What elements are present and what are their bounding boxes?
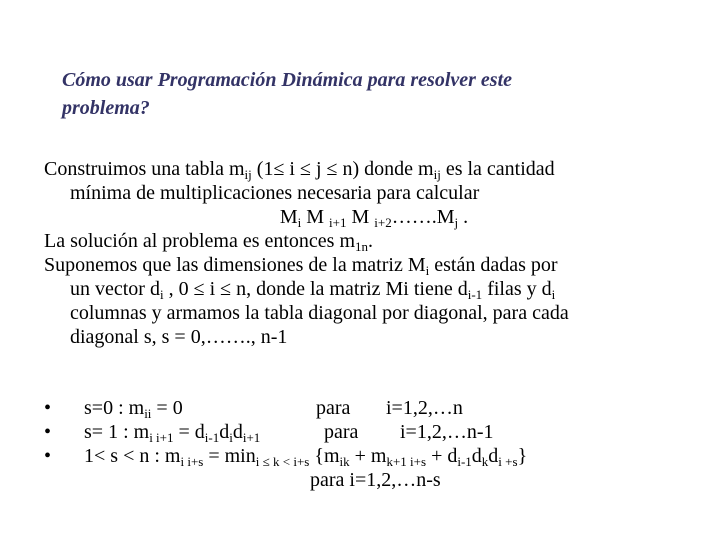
text: están dadas por [429, 254, 558, 276]
text: } [517, 445, 528, 467]
text: d [232, 421, 243, 443]
text: (1≤ i ≤ j ≤ n) donde m [251, 158, 434, 180]
subscript: i+1 [329, 215, 347, 230]
text: es la cantidad [440, 158, 555, 180]
case-range: i=1,2,…n [386, 397, 463, 419]
matrix-product-formula [44, 205, 704, 229]
subscript: i+2 [374, 215, 392, 230]
paragraph-line: mínima de multiplicaciones necesaria para calcular [70, 182, 480, 204]
text: La solución al problema es entonces m [44, 230, 356, 252]
list-item [44, 420, 704, 444]
subscript: k [481, 454, 489, 469]
text: {m [309, 445, 340, 467]
list-item [44, 396, 704, 420]
text: = d [173, 421, 205, 443]
bullet-icon: • [44, 397, 52, 419]
subscript: ij [433, 167, 441, 182]
slide-title [62, 66, 682, 122]
subscript: i-1 [457, 454, 472, 469]
case-para-label: para [316, 397, 351, 419]
paragraph-line [44, 157, 704, 181]
case-range: i=1,2,…n-1 [400, 421, 494, 443]
text: = min [203, 445, 256, 467]
slide-title-line-1: Cómo usar Programación Dinámica para resolver este [62, 69, 513, 91]
text: …….M [391, 206, 455, 228]
slide-body [44, 157, 704, 349]
paragraph-line: columnas y armamos la tabla diagonal por diagonal, para cada [70, 302, 569, 324]
list-item-continuation [44, 468, 704, 492]
paragraph-dimensions [44, 253, 704, 349]
subscript: i [159, 287, 164, 302]
subscript: i ≤ k < i+s [255, 454, 310, 469]
subscript: i [229, 430, 233, 445]
subscript: i-1 [204, 430, 220, 445]
text: d [488, 445, 499, 467]
text: . [368, 230, 374, 252]
case-formula [84, 396, 183, 420]
list-item [44, 444, 704, 468]
text: + d [426, 445, 458, 467]
subscript: i +s [498, 454, 518, 469]
subscript: i-1 [467, 287, 483, 302]
paragraph-solution [44, 229, 704, 253]
text: d [471, 445, 482, 467]
text: filas y d [482, 278, 552, 300]
text: s= 1 : m [84, 421, 150, 443]
text: un vector d [70, 278, 160, 300]
subscript: i+1 [242, 430, 261, 445]
paragraph-line: diagonal s, s = 0,……., n-1 [70, 326, 288, 348]
case-para-label: para [324, 421, 359, 443]
bullet-icon: • [44, 421, 52, 443]
case-formula [84, 420, 260, 444]
text: , 0 ≤ i ≤ n, donde la matriz Mi tiene d [163, 278, 468, 300]
subscript: i i+1 [149, 430, 174, 445]
text: . [458, 206, 469, 228]
paragraph-line [44, 253, 704, 277]
subscript: i [425, 263, 430, 278]
bullet-icon: • [44, 445, 52, 467]
subscript: 1n [355, 239, 369, 254]
text: 1< s < n : m [84, 445, 181, 467]
text: + m [349, 445, 387, 467]
paragraph-line [44, 277, 704, 301]
subscript: ij [244, 167, 252, 182]
subscript: i i+s [180, 454, 204, 469]
text: M [346, 206, 375, 228]
slide-title-line-2: problema? [62, 97, 150, 119]
text: M [301, 206, 330, 228]
recurrence-list [44, 396, 704, 492]
subscript: j [454, 215, 459, 230]
text: s=0 : m [84, 397, 145, 419]
case-range: para i=1,2,…n-s [310, 469, 441, 491]
subscript: k+1 i+s [386, 454, 427, 469]
text: Construimos una tabla m [44, 158, 245, 180]
paragraph-table-definition [44, 157, 704, 229]
paragraph-line [44, 229, 704, 253]
text: = 0 [151, 397, 183, 419]
subscript: ii [144, 406, 152, 421]
subscript: i [297, 215, 302, 230]
text: Suponemos que las dimensiones de la matriz M [44, 254, 426, 276]
subscript: ik [339, 454, 350, 469]
case-formula [84, 444, 527, 468]
text: M [279, 206, 298, 228]
subscript: i [551, 287, 556, 302]
text: d [219, 421, 230, 443]
